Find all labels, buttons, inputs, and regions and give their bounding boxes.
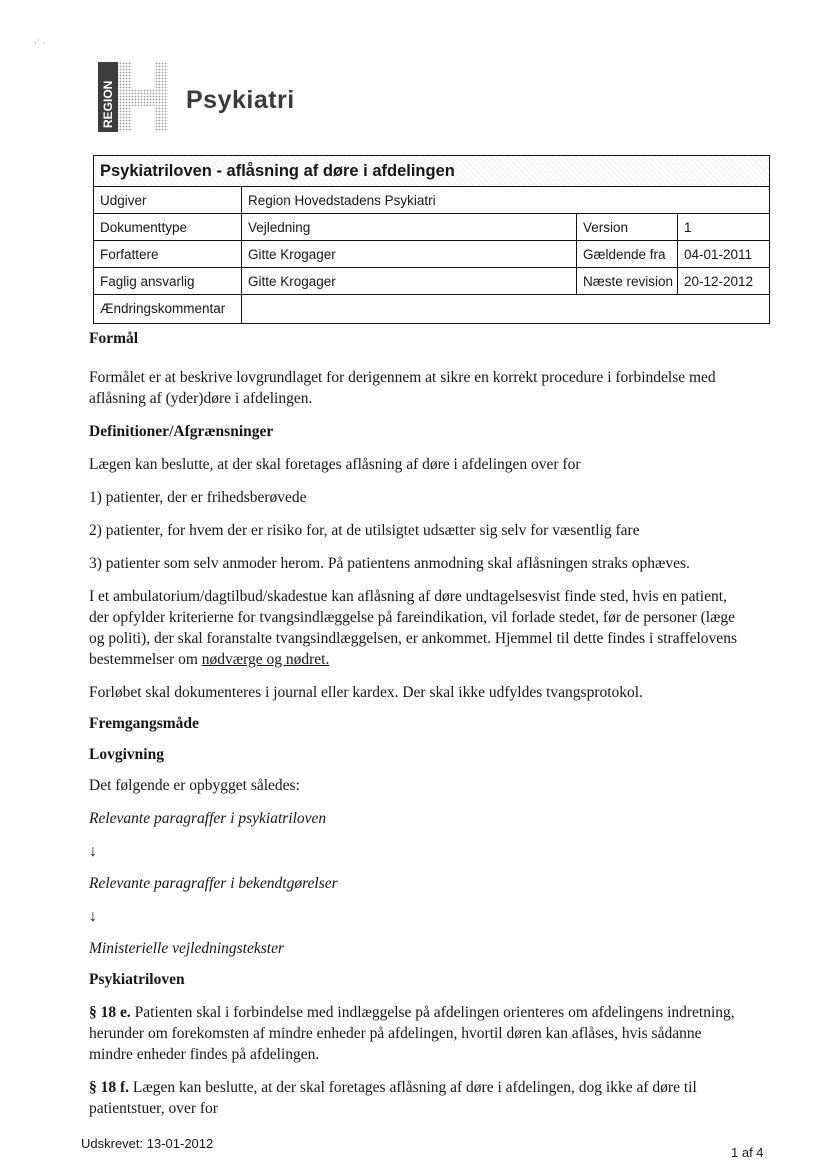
paragraph-18f [89, 1077, 739, 1119]
row-value: Region Hovedstadens Psykiatri [248, 193, 436, 208]
row-label: Faglig ansvarlig [94, 268, 242, 294]
section-text: Lægen kan beslutte, at der skal foretages aflåsning af døre i afdelingen, dog ikke af døre til patientstuer, over for [89, 1079, 697, 1117]
meta-value: 04-01-2011 [684, 247, 753, 262]
lov-item-psykiatriloven: Relevante paragraffer i psykiatriloven [89, 810, 327, 827]
document-body [89, 328, 739, 1119]
list-item: 1) patienter, der er frihedsberøvede [89, 489, 307, 506]
table-row [94, 187, 769, 214]
logo-vertical-text: REGION [101, 80, 115, 128]
row-label: Udgiver [94, 187, 242, 213]
list-item: 2) patienter, for hvem der er risiko for, at de utilsigtet udsætter sig selv for væsentlig fare [89, 522, 640, 539]
table-row [94, 268, 769, 295]
section-label: § 18 e. [89, 1004, 131, 1021]
paragraph-ambulatorium [89, 586, 739, 670]
scan-speck: ·˙ · [34, 38, 46, 48]
document-info-table [93, 155, 770, 324]
heading-formaal: Formål [89, 330, 139, 347]
noedvaerge-link[interactable]: nødværge og nødret. [201, 651, 330, 668]
paragraph-formaal: Formålet er at beskrive lovgrundlaget for derigennem at sikre en korrekt procedure i forbindelse med aflåsning af (yder)døre i afdelingen. [89, 369, 716, 407]
paragraph-lov-intro: Det følgende er opbygget således: [89, 777, 300, 794]
meta-label: Gældende fra [577, 241, 678, 267]
meta-label: Næste revision [577, 268, 678, 294]
region-h-logo-icon [98, 62, 168, 132]
page-number: 1 af 4 [731, 1145, 764, 1160]
row-label: Ændringskommentar [94, 295, 242, 323]
row-value: Vejledning [242, 214, 577, 240]
row-label: Dokumenttype [94, 214, 242, 240]
heading-fremgangsmaade: Fremgangsmåde [89, 715, 199, 732]
print-date: Udskrevet: 13-01-2012 [81, 1136, 214, 1151]
row-value [242, 295, 769, 323]
paragraph-18e [89, 1002, 739, 1065]
table-row [94, 241, 769, 268]
down-arrow-icon: ↓ [89, 843, 97, 860]
table-row [94, 295, 769, 323]
meta-value: 1 [684, 220, 692, 235]
paragraph-forloeb: Forløbet skal dokumenteres i journal eller kardex. Der skal ikke udfyldes tvangsprotokol. [89, 684, 643, 701]
row-value: Gitte Krogager [242, 241, 577, 267]
lov-item-vejledning: Ministerielle vejledningstekster [89, 940, 284, 957]
section-label: § 18 f. [89, 1079, 130, 1096]
list-item: 3) patienter som selv anmoder herom. På patientens anmodning skal aflåsningen straks ophæves. [89, 555, 690, 572]
meta-label: Version [577, 214, 678, 240]
row-value: Gitte Krogager [242, 268, 577, 294]
section-text: Patienten skal i forbindelse med indlæggelse på afdelingen orienteres om afdelingens indretning, herunder om forekomsten af mindre enheder på afdelingen, hvortil døren kan aflåses, hvis sådanne mindre enheder findes på afdelingen. [89, 1004, 735, 1063]
heading-lovgivning: Lovgivning [89, 746, 164, 763]
heading-definitioner: Definitioner/Afgrænsninger [89, 423, 274, 440]
meta-value: 20-12-2012 [684, 274, 754, 289]
document-title: Psykiatriloven - aflåsning af døre i afdelingen [100, 161, 455, 180]
title-row [94, 156, 769, 187]
ambulatorium-text: I et ambulatorium/dagtilbud/skadestue kan aflåsning af døre undtagelsesvist finde sted, hvis en patient, der opfylder kriterierne for tvangsindlæggelse på fareindikation, vil forlade stedet, før de personer (læge og politi), der skal foranstalte tvangsindlæggelsen, er ankommet. Hjemmel til dette findes i straffelovens bestemmelser om [89, 588, 737, 668]
table-row [94, 214, 769, 241]
logo-title: Psykiatri [186, 86, 295, 114]
paragraph-def-intro: Lægen kan beslutte, at der skal foretages aflåsning af døre i afdelingen over for [89, 456, 581, 473]
row-label: Forfattere [94, 241, 242, 267]
heading-psykiatriloven: Psykiatriloven [89, 971, 185, 988]
lov-item-bekendtgoerelser: Relevante paragraffer i bekendtgørelser [89, 875, 338, 892]
down-arrow-icon: ↓ [89, 908, 97, 925]
